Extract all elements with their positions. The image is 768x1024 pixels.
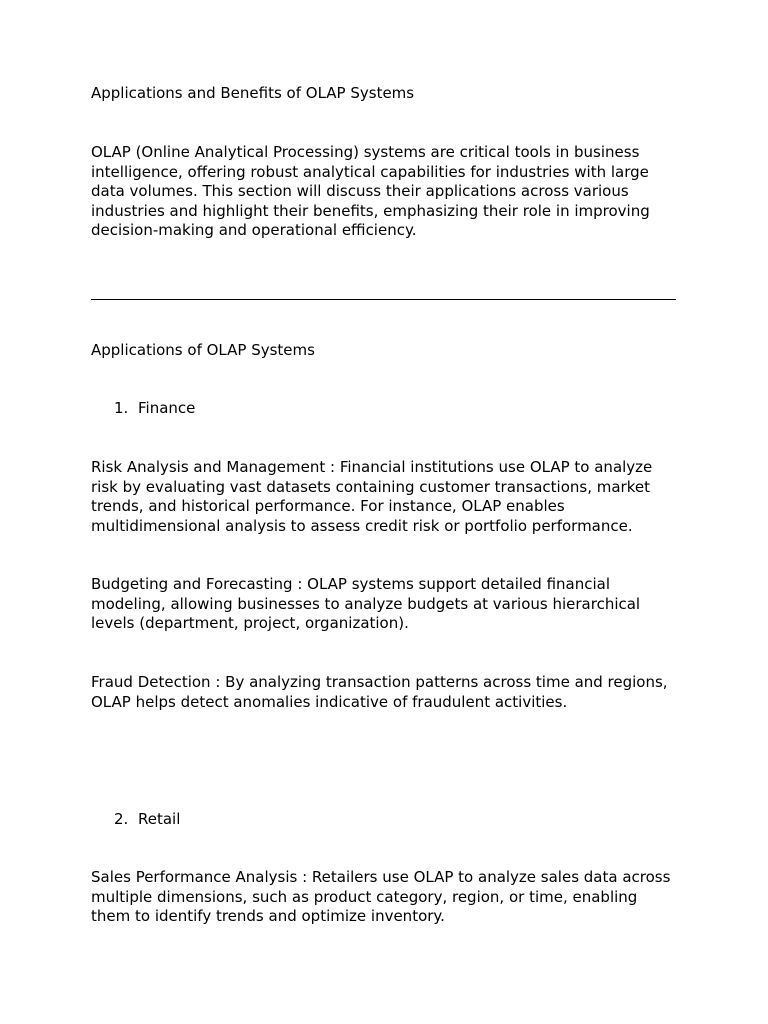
list-number: 1. [114, 399, 129, 417]
section-heading: Applications of OLAP Systems [91, 341, 315, 359]
horizontal-divider [91, 299, 676, 300]
list-label: Retail [138, 810, 181, 828]
intro-paragraph: OLAP (Online Analytical Processing) systems are critical tools in business intelligence, offering robust analytical capabilities for industries with large data volumes. This section will discuss their applications across various industries and highlight their benefits, emphasizing their role in improving decision-making and operational efficiency. [91, 143, 650, 239]
paragraph-sales-performance: Sales Performance Analysis : Retailers use OLAP to analyze sales data across multiple dimensions, such as product category, region, or time, enabling them to identify trends and optimize inventory. [91, 868, 671, 925]
paragraph-risk-analysis: Risk Analysis and Management : Financial institutions use OLAP to analyze risk by evaluating vast datasets containing customer transactions, market trends, and historical performance. For instance, OLAP enables multidimensional analysis to assess credit risk or portfolio performance. [91, 458, 653, 535]
list-item-retail [114, 810, 180, 830]
list-item-finance [114, 399, 195, 419]
list-label: Finance [138, 399, 196, 417]
paragraph-budgeting: Budgeting and Forecasting : OLAP systems support detailed financial modeling, allowing businesses to analyze budgets at various hierarchical levels (department, project, organization). [91, 575, 641, 632]
list-number: 2. [114, 810, 129, 828]
paragraph-fraud-detection: Fraud Detection : By analyzing transaction patterns across time and regions, OLAP helps detect anomalies indicative of fraudulent activities. [91, 673, 668, 711]
document-title: Applications and Benefits of OLAP Systems [91, 84, 415, 102]
